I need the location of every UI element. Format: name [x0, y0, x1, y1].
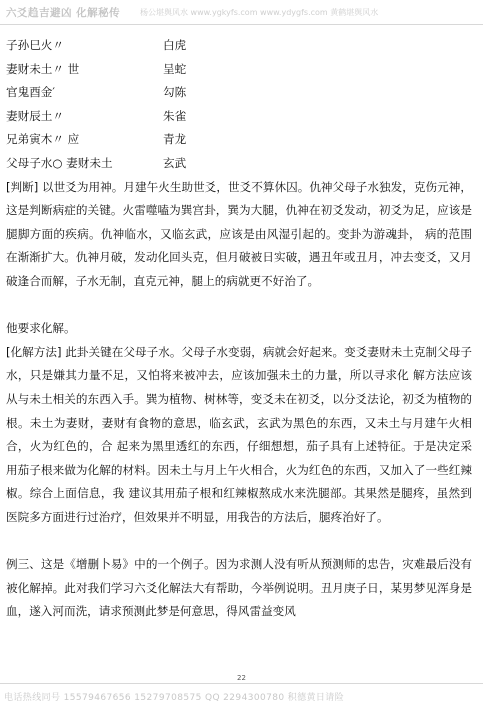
hexagram-line: [6, 58, 472, 82]
yao-label: 官鬼酉金′: [6, 85, 56, 100]
yao-label: 妻财辰土〃: [6, 108, 64, 123]
paragraph-spacer: [6, 529, 472, 553]
page-number: 22: [237, 674, 246, 682]
six-spirit-label: 玄武: [163, 155, 187, 170]
page-footer: [0, 683, 483, 708]
six-spirit-label: 青龙: [163, 132, 187, 147]
yao-label: 妻财未土〃 世: [6, 61, 80, 76]
hexagram-line: [6, 105, 472, 129]
hexagram-line: [6, 81, 472, 105]
six-spirit-label: 勾陈: [163, 85, 187, 100]
hexagram-line: [6, 128, 472, 152]
page-content: [6, 34, 472, 624]
page-header: [0, 0, 483, 26]
header-rule: [0, 24, 483, 25]
six-spirit-label: 呈蛇: [163, 61, 187, 76]
yao-label: 子孙巳火〃: [6, 38, 64, 52]
request-paragraph: 他要求化解。: [6, 321, 76, 336]
method-paragraph: [化解方法] 此卦关键在父母子水。父母子水变弱，病就会好起来。变爻妻财未土克制父母子水，只是嫌其力量不足，又怕将来被冲去，应该加强未土的力量，所以寻求化 解方法应该从与未土相关的东西入手。巽为植物、树林等，变爻未在初爻，以分爻法论，初爻为植物的根。未土为妻财，妻财有食物的意思，临玄武，玄武为黑色的东西，又未土与月建午火相合，火为红色的，合 起来为黑里透红的东西，仔细想想，茄子具有上述特征。于是决定采用茄子根来做为化解的材料。因未土与月上午火相合，火为红色的东西，又加入了一些红辣椒。综合上面信息，我 建议其用茄子根和红辣椒熬成水来洗腿部。其果然是腿疼，虽然到医院多方面进行过治疗，但效果并不明显，用我告的方法后，腿疼治好了。: [6, 344, 472, 524]
paragraph-spacer: [6, 294, 472, 318]
footer-rule: [0, 683, 483, 684]
six-spirit-label: 白虎: [163, 38, 187, 52]
header-urls: 杨公堪舆风水 www.ygkyfs.com www.ydygfs.com 黄鹤堪舆风水: [140, 8, 379, 17]
hexagram-lines: [6, 34, 472, 176]
six-spirit-label: 朱雀: [163, 108, 187, 123]
hexagram-line: [6, 152, 472, 176]
judgment-paragraph: [判断] 以世爻为用神。月建午火生助世爻，世爻不算休囚。仇神父母子水独发，克伤元神，这是判断病症的关键。火雷噬嗑为巽宫卦，巽为大腿，仇神在初爻发动，初爻为足，应该是腿脚方面的疾病。仇神临水，又临玄武，应该是由风湿引起的。变卦为游魂卦， 病的范围在渐渐扩大。仇神月破，发动化回头克，但月破被日实破，遇丑年或丑月，冲去变爻，又月破逢合而解，子水无制，直克元神，腿上的病就更不好治了。: [6, 179, 472, 288]
hexagram-line: [6, 34, 472, 58]
footer-contact: 电话热线同号 15579467656 15279708575 QQ 2294300780 积德黄日请险: [4, 693, 345, 703]
example-paragraph: 例三、这是《增删卜易》中的一个例子。因为求测人没有听从预测师的忠告，灾难最后没有被化解掉。此对我们学习六爻化解法大有帮助，今举例说明。丑月庚子日，某男梦见浑身是血，遂入河而洗，请求预测此梦是何意思，得风雷益变风: [6, 557, 472, 619]
yao-label: 兄弟寅木〃 应: [6, 132, 80, 147]
yao-label: 父母子水○ 妻财未土: [6, 155, 113, 170]
header-title: 六爻趋吉避凶 化解秘传: [6, 7, 121, 19]
